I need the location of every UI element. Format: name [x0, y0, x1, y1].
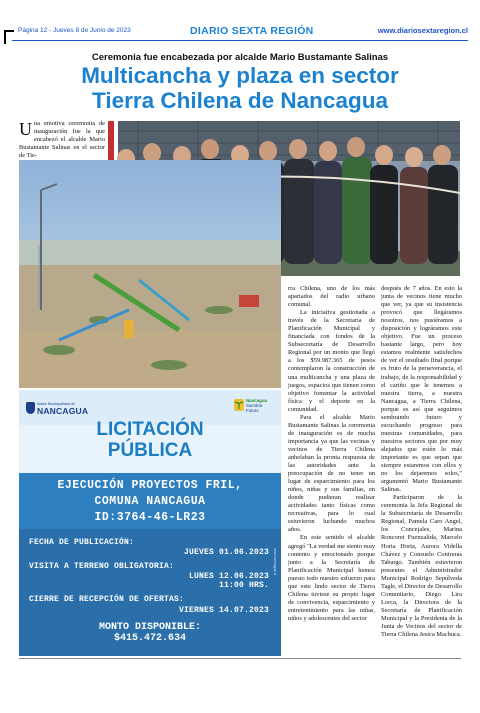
paragraph: En este sentido el alcalde agregó "La verdad me siento muy contento y emocionado porque junto a la Secretaría de Planificación Municipal hemos puesto todo nuestro esfuerzo para que este lindo sector de Tierra Chilena tuviese su propio lugar de convivencia, esparcimiento y entretenimiento para las niñas, niños y adolescentes del sector	[288, 534, 375, 622]
ad-title-line-2: PÚBLICA	[107, 440, 193, 461]
page-info: Página 12 - Jueves 8 de Junio de 2023	[18, 27, 131, 34]
dates-panel	[19, 529, 281, 656]
municipality-small-label: Ilustre Municipalidad de	[37, 402, 75, 406]
amount-value: $415.472.634	[113, 633, 186, 644]
municipality-logo	[23, 398, 89, 420]
project-band	[19, 473, 281, 529]
slogan-line-2: Siembra	[246, 403, 263, 408]
headline-line-1: Multicancha y plaza en sector	[81, 63, 399, 88]
ad-title-line-1: LICITACIÓN	[96, 419, 204, 440]
amount-label: MONTO DISPONIBLE:	[98, 622, 202, 633]
municipality-name: NANCAGUA	[37, 406, 89, 416]
paragraph: Participaron de la ceremonia la Jefa Regional de la Subsecretaría de Desarrollo Regional, Pamela Caro Angel, los Concejales, Marina Roncoret Fuenzalida, Marcelo Horta Horta, Aurora Vidella Chávez y Consuelo Contreras Tabargo. También estuvieron presentes el Administrador Municipal Rodrigo Sepúlveda Tagle, el Director de Desarrollo Comunitario, Diego Lira Lorca, la Directora de la Secretaría de Planificación Municipal y la Presidenta de la Junta de Vecinos del sector de Tierra Chilena Jesica Machuca.	[381, 494, 462, 639]
slogan-line-3: Futuro	[246, 408, 259, 413]
headline-line-2: Tierra Chilena de Nancagua	[92, 88, 388, 113]
visit-label: VISITA A TERRENO OBLIGATORIA:	[29, 562, 175, 571]
article-column-2	[288, 285, 375, 623]
header-rule	[12, 40, 468, 41]
ad-title	[19, 419, 281, 461]
tender-advertisement	[19, 390, 281, 656]
vertical-website: www.nancagua.cl	[273, 548, 277, 576]
website-link[interactable]: www.diariosextaregion.cl	[377, 26, 468, 35]
sprout-icon	[233, 398, 245, 412]
playground-photo-image	[19, 160, 281, 388]
paragraph: después de 7 años. En esto la junta de vecinos tiene mucho que ver, ya que su insistencia provocó que llegáramos nosotros, nos pusiéramos a disposición y lográramos este objetivo. Fue un proceso bastante largo, pero hoy estamos realmente satisfechos de ver el resultado final porque es fruto de la perseverancia, el trabajo, de la responsabilidad y el cariño que le tenemos a nuestra tierra, a nuestra Nancagua, a Tierra Chilena, porque es así que seguimos sembrando futuro y escuchando progreso para nuestras comunidades, para nuestros sectores que por muy alejados que estén lo más importante es que sepan que siempre estaremos con ellos y no los dejaremos solos," argumentó Mario Bustamante Salinas.	[381, 285, 462, 494]
slogan-text	[246, 398, 267, 413]
masthead: DIARIO SEXTA REGIÓN	[190, 25, 314, 37]
publication-date: JUEVES 01.06.2023	[183, 548, 269, 557]
article-kicker: Ceremonia fue encabezada por alcalde Mario Bustamante Salinas	[91, 52, 389, 63]
paragraph: La iniciativa gestionada a través de la Secretaría de Planificación Municipal y financiada con fondos de la Subsecretaría de Desarrollo Regional por un monto que llegó a los $59.987.365 de pesos contemplaron la construcción de una multicancha y una plaza de juegos, espacios que tienen como objetivo fomentar la actividad física y el deporte en la comunidad.	[288, 309, 375, 413]
vertical-text	[272, 548, 278, 628]
paragraph: Para el alcalde Mario Bustamante Salinas la ceremonia de inauguración es de mucha importancia ya que las vecinas y vecinos de Tierra Chilena anhelaban la pronta respuesta de las autoridades ante la preocupación de no tener un lugar de esparcimiento para los niños, niñas y sus familias, en donde pudieran realizar actividades tanto físicas como recreativas, para lo cual estuvieron luchando muchos años.	[288, 413, 375, 534]
playground-photo	[19, 160, 281, 388]
article-intro	[19, 120, 105, 160]
closing-date: VIERNES 14.07.2023	[178, 606, 269, 615]
paragraph: rra Chilena, uno de los más apartados del radio urbano comunal.	[288, 285, 375, 309]
visit-time: 11:00 HRS.	[218, 581, 269, 590]
article-column-3	[381, 285, 462, 639]
project-id: ID:3764-46-LR23	[94, 511, 206, 524]
project-line-2: COMUNA NANCAGUA	[94, 495, 206, 508]
project-line-1: EJECUCIÓN PROYECTOS FRIL,	[57, 479, 243, 492]
closing-label: CIERRE DE RECEPCIÓN DE OFERTAS:	[29, 595, 185, 604]
drop-cap: U	[19, 119, 32, 139]
corner-mark	[4, 30, 14, 44]
visit-date: LUNES 12.06.2023	[188, 572, 269, 581]
slogan-line-1: Nancagua	[246, 398, 267, 403]
intro-text: na emotiva ceremonia de inauguración fue la que encabezó el alcalde Mario Bustamante Salinas en el sector de Tie-	[19, 120, 105, 160]
bottom-rule	[19, 658, 461, 659]
article-headline	[0, 63, 480, 113]
page-header	[12, 26, 468, 40]
publication-label: FECHA DE PUBLICACIÓN:	[29, 538, 135, 547]
slogan-logo	[233, 396, 279, 420]
municipality-shield-icon	[26, 402, 35, 414]
